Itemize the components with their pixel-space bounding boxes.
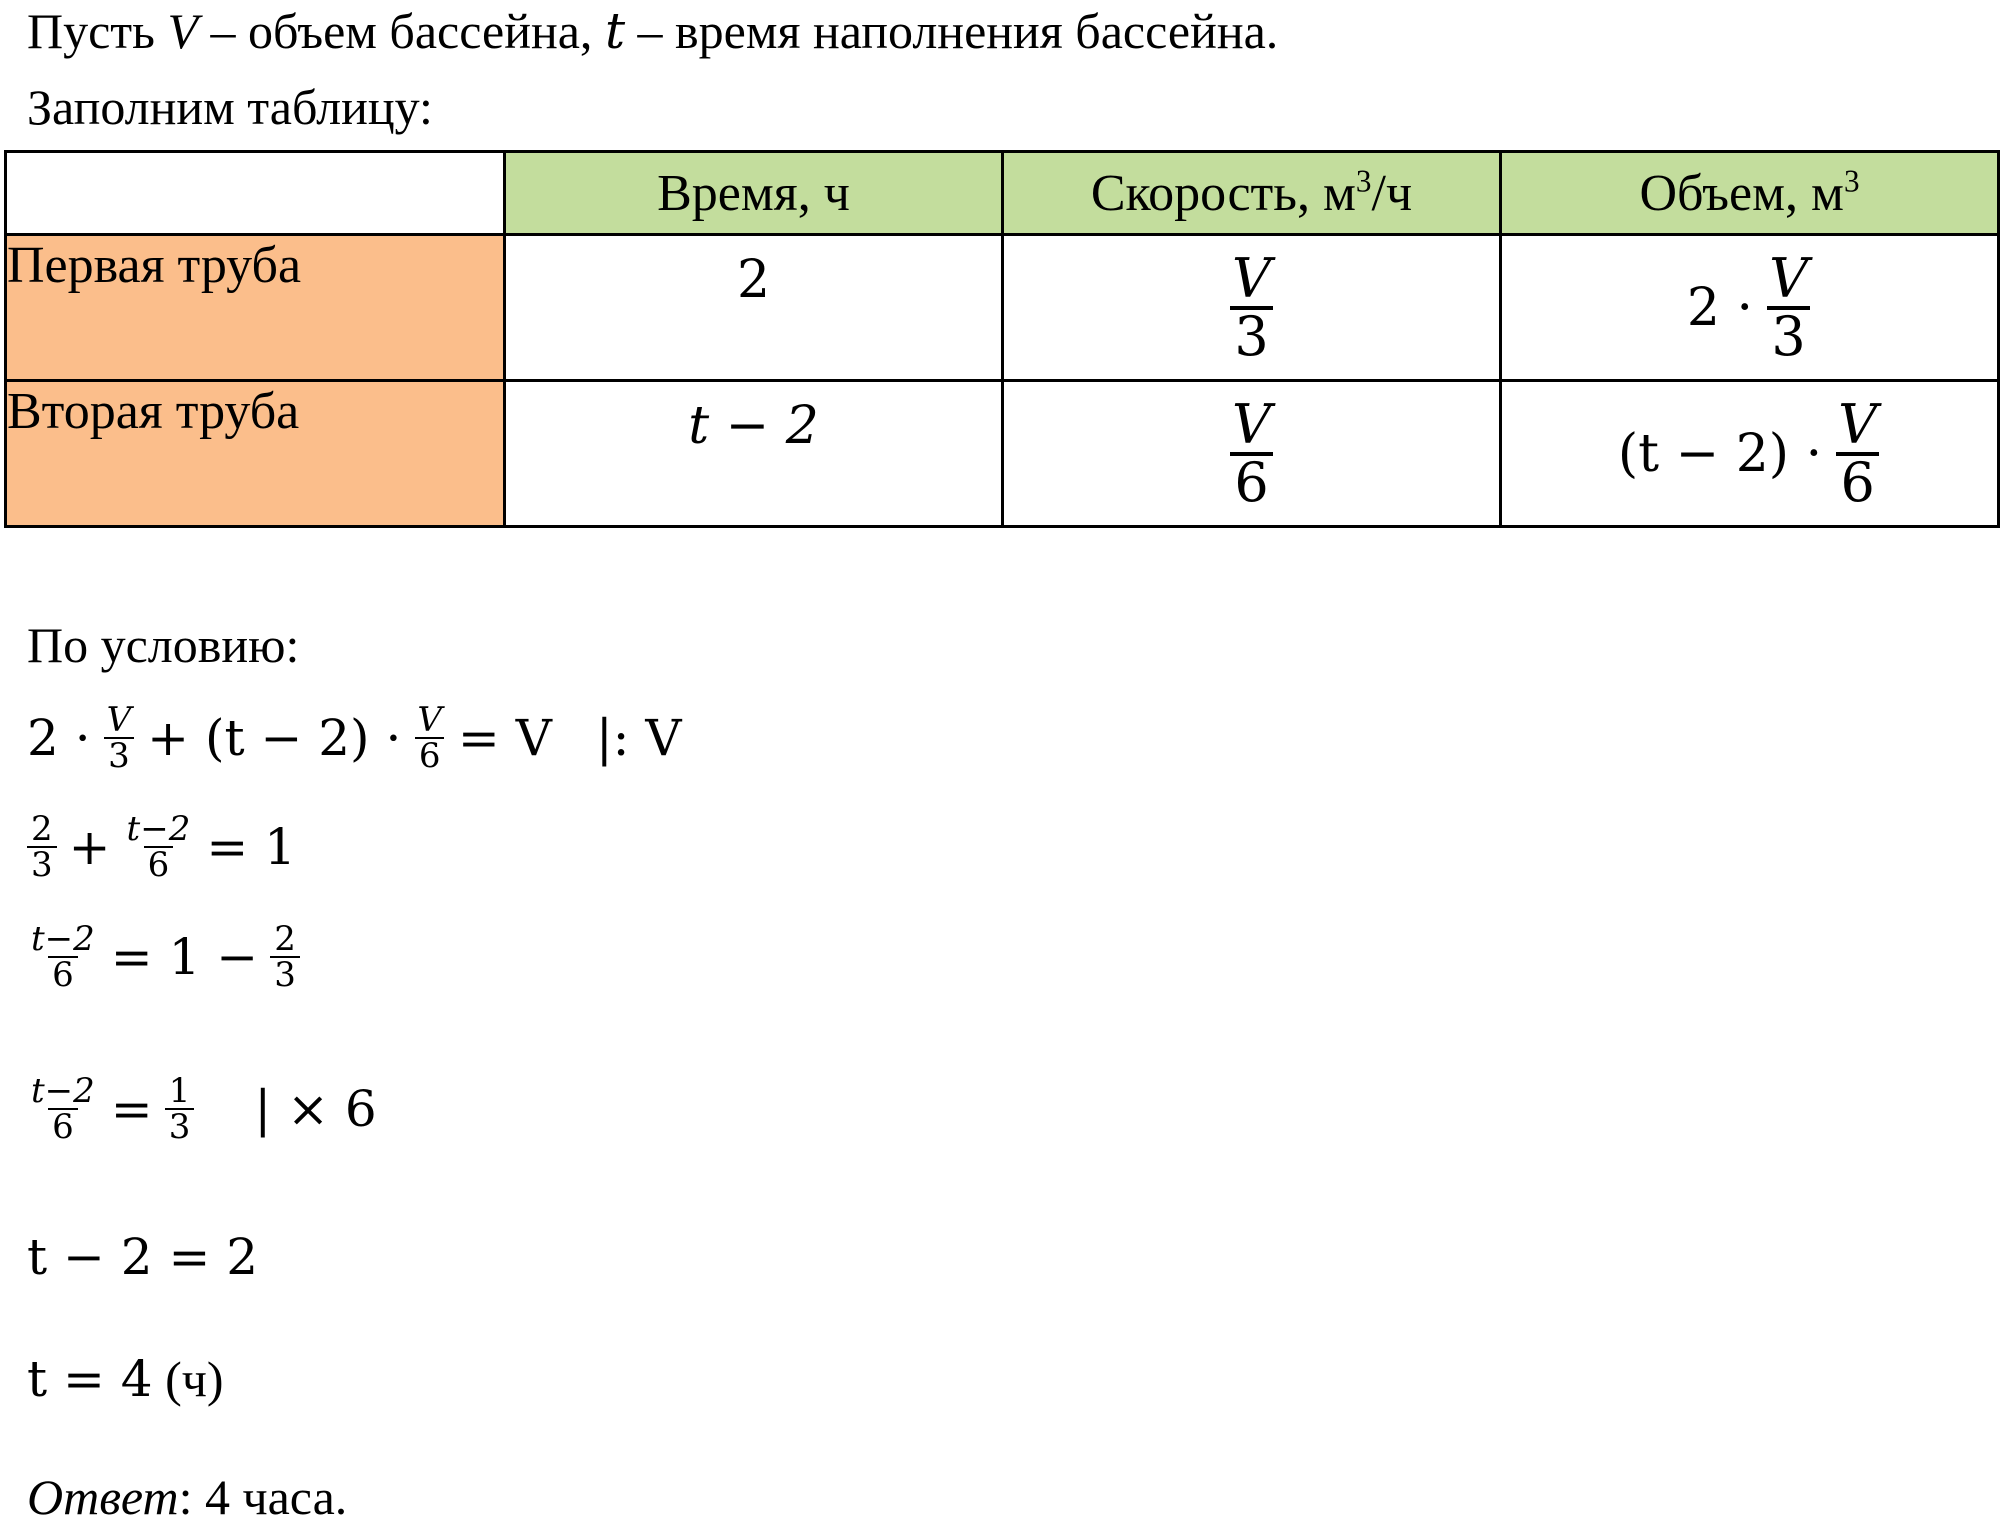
fraction <box>27 1071 99 1147</box>
fraction-denominator: 3 <box>165 1108 195 1144</box>
var-t: t <box>604 2 626 60</box>
fraction-denominator: 6 <box>144 846 174 882</box>
fraction-numerator: t−2 <box>126 809 191 849</box>
fraction-numerator: V <box>417 700 442 740</box>
fraction <box>413 700 446 776</box>
equation-3 <box>27 919 300 995</box>
fraction-numerator: t−2 <box>31 1071 95 1111</box>
intro-line-2: Заполним таблицу: <box>27 79 433 135</box>
expr-text: t = 4 <box>27 1350 153 1408</box>
fraction-numerator: V <box>1232 392 1271 456</box>
answer-text: : 4 часа. <box>178 1469 348 1525</box>
expr-text: = 1 <box>206 818 296 876</box>
expr-text: + (t − 2) · <box>147 709 402 767</box>
table-row <box>6 235 1999 381</box>
equation-6 <box>27 1350 224 1408</box>
cell-volume <box>1501 381 1999 527</box>
fraction-denominator: 6 <box>1230 452 1272 510</box>
condition-label: По условию: <box>27 617 300 673</box>
expr-text: = 1 − <box>110 928 259 986</box>
answer-label: Ответ <box>27 1469 179 1525</box>
header-volume-sup: 3 <box>1843 162 1860 198</box>
fraction-denominator: 3 <box>27 846 57 882</box>
fraction-denominator: 6 <box>48 1108 78 1144</box>
cell-time-value: 2 <box>736 250 771 310</box>
header-speed-tail: /ч <box>1371 164 1413 222</box>
header-time-label: Время, ч <box>657 164 850 222</box>
fraction-denominator: 3 <box>1230 306 1272 364</box>
header-empty-cell <box>6 152 505 235</box>
cell-speed <box>1003 381 1501 527</box>
operation-note: |: V <box>595 709 682 767</box>
operation-note: | × 6 <box>254 1080 377 1138</box>
intro-text: – время наполнения бассейна. <box>625 3 1279 59</box>
volume-prefix: 2 · <box>1686 277 1754 338</box>
fraction-numerator: t−2 <box>31 919 95 959</box>
row-label-second-pipe: Вторая труба <box>6 381 505 527</box>
var-V: V <box>167 3 199 59</box>
fraction-denominator: 3 <box>270 956 300 992</box>
intro-text: – объем бассейна, <box>198 3 605 59</box>
fraction-denominator: 6 <box>415 737 445 773</box>
equation-5: t − 2 = 2 <box>27 1228 259 1286</box>
fraction <box>123 809 195 885</box>
expr-text: 2 · <box>27 709 91 767</box>
expr-text: = <box>110 1080 153 1138</box>
fraction <box>1834 392 1881 514</box>
intro-line-1 <box>27 2 1279 60</box>
volume-prefix: (t − 2) · <box>1617 423 1823 484</box>
fraction-numerator: 2 <box>274 919 296 959</box>
fraction <box>270 919 300 995</box>
header-volume-label: Объем, м <box>1639 164 1844 222</box>
unit-text: (ч) <box>152 1351 224 1407</box>
table-header-row <box>6 152 1999 235</box>
cell-time-value: t − 2 <box>688 396 819 456</box>
fraction-numerator: V <box>1232 246 1271 310</box>
equation-1 <box>27 700 682 776</box>
fraction <box>1765 246 1812 368</box>
fraction-numerator: 2 <box>31 809 53 849</box>
fraction-denominator: 3 <box>1767 306 1809 364</box>
header-speed-label: Скорость, м <box>1090 164 1356 222</box>
fraction-numerator: V <box>1769 246 1809 310</box>
cell-time <box>505 235 1003 381</box>
fraction <box>27 919 99 995</box>
header-volume <box>1501 152 1999 235</box>
header-time <box>505 152 1003 235</box>
equation-2 <box>27 809 296 885</box>
cell-volume <box>1501 235 1999 381</box>
header-speed-sup: 3 <box>1355 162 1372 198</box>
fraction <box>103 700 136 776</box>
fraction <box>27 809 57 885</box>
equation-4 <box>27 1071 377 1147</box>
intro-text: Пусть <box>27 3 168 59</box>
data-table <box>4 150 2000 528</box>
header-speed <box>1003 152 1501 235</box>
row-label-first-pipe: Первая труба <box>6 235 505 381</box>
cell-speed <box>1003 235 1501 381</box>
fraction-denominator: 6 <box>48 956 78 992</box>
fraction-numerator: V <box>106 700 132 740</box>
fraction-numerator: 1 <box>168 1071 191 1111</box>
fraction <box>1228 392 1275 514</box>
cell-time <box>505 381 1003 527</box>
fraction-denominator: 3 <box>104 737 134 773</box>
expr-text: = V <box>457 709 552 767</box>
fraction <box>165 1071 195 1147</box>
fraction-numerator: V <box>1838 392 1878 456</box>
fraction <box>1228 246 1275 368</box>
fraction-denominator: 6 <box>1836 452 1878 510</box>
table-row <box>6 381 1999 527</box>
expr-text: + <box>68 818 111 876</box>
